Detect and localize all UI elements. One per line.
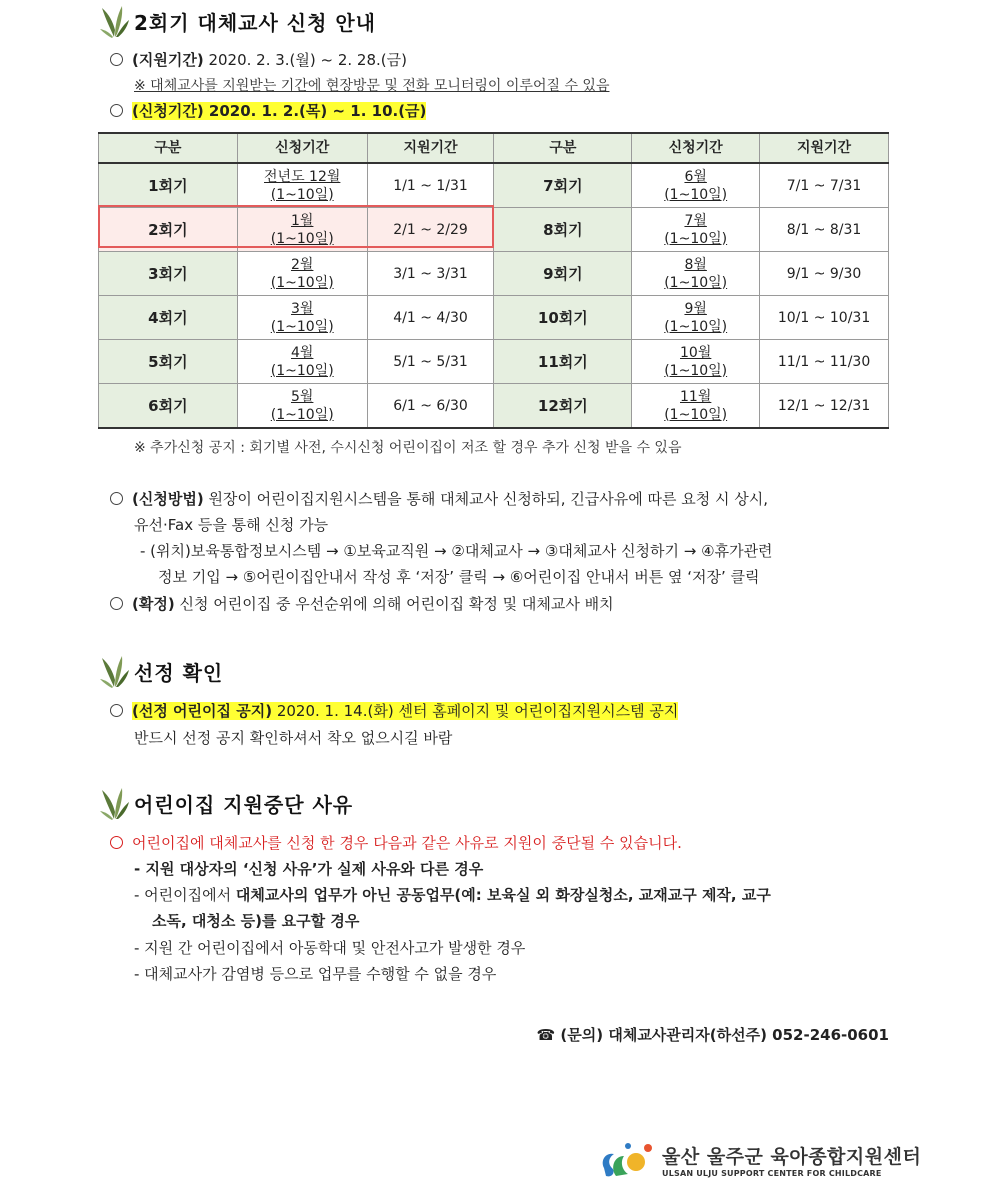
table-footnote: ※ 추가신청 공지 : 회기별 사전, 수시신청 어린이집이 저조 할 경우 추가 신청 받을 수 있음 [134, 440, 682, 456]
support-period-cell: 3/1 ~ 3/31 [367, 252, 494, 296]
round-cell: 2회기 [99, 208, 238, 252]
suspension-intro-line [110, 832, 682, 853]
section-title: 선정 확인 [134, 660, 224, 685]
round-cell: 8회기 [494, 208, 632, 252]
support-period-cell: 10/1 ~ 10/31 [760, 296, 889, 340]
apply-period-highlight: (신청기간) 2020. 1. 2.(목) ~ 1. 10.(금) [132, 102, 427, 120]
support-period-cell: 11/1 ~ 11/30 [760, 340, 889, 384]
round-cell: 10회기 [494, 296, 632, 340]
leaf-icon [100, 4, 130, 38]
apply-method-label: (신청방법) [132, 490, 204, 508]
suspension-item-cont: 소독, 대청소 등)를 요구할 경우 [152, 912, 360, 930]
section-heading-suspension [100, 786, 353, 820]
support-period-cell: 9/1 ~ 9/30 [760, 252, 889, 296]
selection-notice-text: 2020. 1. 14.(화) 센터 홈페이지 및 어린이집지원시스템 공지 [272, 702, 679, 720]
support-period-cell: 5/1 ~ 5/31 [367, 340, 494, 384]
apply-period-cell: 1월 (1~10일) [237, 208, 367, 252]
section-heading-selection [100, 654, 223, 688]
apply-period-cell: 9월 (1~10일) [632, 296, 760, 340]
support-period-cell: 6/1 ~ 6/30 [367, 384, 494, 429]
contact-info: ☎ (문의) 대체교사관리자(하선주) 052-246-0601 [536, 1026, 889, 1044]
apply-period-line [110, 100, 426, 121]
apply-period-cell: 2월 (1~10일) [237, 252, 367, 296]
round-cell: 6회기 [99, 384, 238, 429]
logo-korean-name: 울산 울주군 육아종합지원센터 [662, 1146, 922, 1168]
selection-notice-line [110, 700, 678, 721]
table-row [99, 296, 889, 340]
apply-period-cell: 11월 (1~10일) [632, 384, 760, 429]
schedule-table [98, 132, 889, 429]
apply-period-cell: 7월 (1~10일) [632, 208, 760, 252]
suspension-item: - 어린이집에서 대체교사의 업무가 아닌 공동업무(예: 보육실 외 화장실청소, 교재교구 제작, 교구 [134, 886, 771, 904]
suspension-item: - 대체교사가 감염병 등으로 업무를 수행할 수 없을 경우 [134, 965, 497, 983]
confirm-label: (확정) [132, 595, 175, 613]
support-period-line [110, 49, 407, 70]
circle-bullet-icon [110, 704, 123, 717]
suspension-item: - 지원 간 어린이집에서 아동학대 및 안전사고가 발생한 경우 [134, 939, 526, 957]
round-cell: 5회기 [99, 340, 238, 384]
apply-period-cell: 전년도 12월 (1~10일) [237, 163, 367, 208]
confirm-text: 신청 어린이집 중 우선순위에 의해 어린이집 확정 및 대체교사 배치 [174, 595, 614, 613]
apply-period-cell: 3월 (1~10일) [237, 296, 367, 340]
apply-period-cell: 6월 (1~10일) [632, 163, 760, 208]
support-period-cell: 8/1 ~ 8/31 [760, 208, 889, 252]
table-header-cell: 신청기간 [237, 133, 367, 163]
apply-method-text: 원장이 어린이집지원시스템을 통해 대체교사 신청하되, 긴급사유에 따른 요청 시 상시, [203, 490, 769, 508]
circle-bullet-icon [110, 53, 123, 66]
apply-method-line [110, 488, 768, 509]
selection-notice-label: (선정 어린이집 공지) [132, 702, 273, 720]
logo-english-name: ULSAN ULJU SUPPORT CENTER FOR CHILDCARE [662, 1169, 882, 1178]
logo-icon [598, 1138, 654, 1182]
round-cell: 7회기 [494, 163, 632, 208]
table-row [99, 252, 889, 296]
table-header-cell: 구분 [494, 133, 632, 163]
table-row [99, 340, 889, 384]
circle-bullet-icon [110, 492, 123, 505]
selection-notice-note: 반드시 선정 공지 확인하셔서 착오 없으시길 바람 [134, 729, 453, 747]
round-cell: 4회기 [99, 296, 238, 340]
section-heading-round2 [100, 4, 376, 38]
support-period-cell: 4/1 ~ 4/30 [367, 296, 494, 340]
support-period-cell: 1/1 ~ 1/31 [367, 163, 494, 208]
round-cell: 11회기 [494, 340, 632, 384]
round-cell: 12회기 [494, 384, 632, 429]
apply-period-cell: 8월 (1~10일) [632, 252, 760, 296]
suspension-intro: 어린이집에 대체교사를 신청 한 경우 다음과 같은 사유로 지원이 중단될 수 있습니다. [132, 834, 682, 852]
table-row [99, 384, 889, 429]
circle-bullet-icon [110, 597, 123, 610]
table-row [99, 208, 889, 252]
section-title: 2회기 대체교사 신청 안내 [134, 10, 377, 35]
support-period-note: ※ 대체교사를 지원받는 기간에 현장방문 및 전화 모니터링이 이루어질 수 있음 [134, 78, 610, 94]
support-period-label: (지원기간) [132, 51, 204, 69]
support-period-cell: 12/1 ~ 12/31 [760, 384, 889, 429]
round-cell: 3회기 [99, 252, 238, 296]
apply-period-cell: 5월 (1~10일) [237, 384, 367, 429]
round-cell: 9회기 [494, 252, 632, 296]
support-period-value: 2020. 2. 3.(월) ~ 2. 28.(금) [203, 51, 407, 69]
table-header-cell: 구분 [99, 133, 238, 163]
round-cell: 1회기 [99, 163, 238, 208]
section-title: 어린이집 지원중단 사유 [134, 792, 354, 817]
leaf-icon [100, 786, 130, 820]
table-header-cell: 지원기간 [367, 133, 494, 163]
support-period-cell: 7/1 ~ 7/31 [760, 163, 889, 208]
apply-method-text-cont: 유선·Fax 등을 통해 신청 가능 [134, 516, 329, 534]
support-period-cell: 2/1 ~ 2/29 [367, 208, 494, 252]
circle-bullet-icon [110, 104, 123, 117]
table-header-cell: 신청기간 [632, 133, 760, 163]
table-header-cell: 지원기간 [760, 133, 889, 163]
center-logo [598, 1138, 921, 1182]
circle-bullet-icon [110, 836, 123, 849]
system-path-line: - (위치)보육통합정보시스템 → ①보육교직원 → ②대체교사 → ③대체교사 신청하기 → ④휴가관련 [140, 542, 773, 560]
system-path-line-cont: 정보 기입 → ⑤어린이집안내서 작성 후 ‘저장’ 클릭 → ⑥어린이집 안내서 버튼 옆 ‘저장’ 클릭 [158, 568, 760, 586]
table-header-row [99, 133, 889, 163]
apply-period-cell: 10월 (1~10일) [632, 340, 760, 384]
confirm-line [110, 593, 614, 614]
apply-period-cell: 4월 (1~10일) [237, 340, 367, 384]
table-row [99, 163, 889, 208]
suspension-item: - 지원 대상자의 ‘신청 사유’가 실제 사유와 다른 경우 [134, 860, 484, 878]
leaf-icon [100, 654, 130, 688]
